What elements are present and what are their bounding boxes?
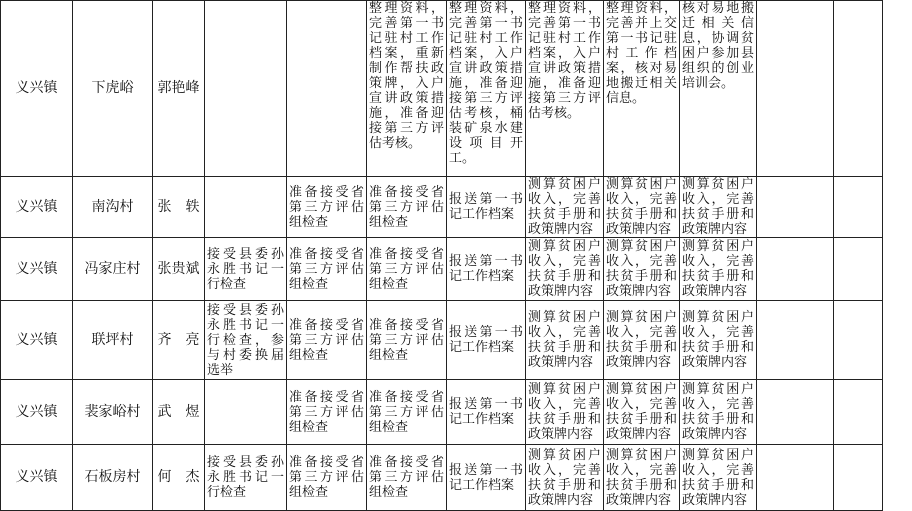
task-cell: [367, 238, 447, 301]
task-text: 测算贫困户收入，完善扶贫手册和政策牌内容: [528, 239, 601, 299]
table-row: [1, 301, 912, 380]
village-cell: 石板房村: [73, 445, 153, 511]
task-text: 准备接受省第三方评估组检查: [369, 318, 444, 363]
table-row: [1, 238, 912, 301]
empty-cell: [834, 301, 883, 380]
task-cell: [287, 238, 367, 301]
task-text: 测算贫困户收入，完善扶贫手册和政策牌内容: [682, 310, 754, 370]
task-cell: [287, 301, 367, 380]
task-cell: [526, 177, 604, 238]
task-text: 整理资料，完善第一书记驻村工作档案，入户宣讲政策措施，准备迎接第三方评估考核。: [528, 1, 601, 121]
task-text: 整理资料，完善并上交第一书记驻村工作档案，核对易地搬迁相关信息。: [606, 1, 677, 106]
town-cell: 义兴镇: [1, 445, 73, 511]
task-text: 整理资料，完善第一书记驻村工作档案，入户宣讲政策措施，准备迎接第三方评估考核，桶装矿泉水建设项目开工。: [449, 1, 523, 166]
task-cell: [447, 1, 526, 177]
task-text: 核对易地搬迁相关信息，协调贫困户参加县组织的创业培训会。: [682, 1, 754, 91]
task-text: 测算贫困户收入，完善扶贫手册和政策牌内容: [528, 310, 601, 370]
table-row: [1, 177, 912, 238]
empty-cell: [834, 177, 883, 238]
village-cell: 联坪村: [73, 301, 153, 380]
task-text: 测算贫困户收入，完善扶贫手册和政策牌内容: [606, 239, 677, 299]
task-cell: [367, 1, 447, 177]
task-cell: [680, 177, 757, 238]
task-text: 报送第一书记工作档案: [449, 463, 523, 493]
task-cell: [367, 445, 447, 511]
task-cell: [287, 177, 367, 238]
empty-cell: [205, 1, 287, 177]
task-cell: [205, 445, 287, 511]
secretary-name-cell: 武 煜: [153, 380, 205, 445]
empty-cell: [834, 238, 883, 301]
task-text: 准备接受省第三方评估组检查: [289, 318, 364, 363]
task-cell: [680, 445, 757, 511]
empty-cell: [287, 1, 367, 177]
task-text: 测算贫困户收入，完善扶贫手册和政策牌内容: [682, 177, 754, 237]
task-cell: [447, 445, 526, 511]
task-text: 测算贫困户收入，完善扶贫手册和政策牌内容: [606, 177, 677, 237]
task-text: 报送第一书记工作档案: [449, 397, 523, 427]
task-text: 准备接受省第三方评估组检查: [289, 390, 364, 435]
task-cell: [680, 301, 757, 380]
task-cell: [680, 238, 757, 301]
task-cell: [367, 177, 447, 238]
task-cell: [447, 177, 526, 238]
task-cell: [680, 1, 757, 177]
town-cell: 义兴镇: [1, 1, 73, 177]
task-text: 测算贫困户收入，完善扶贫手册和政策牌内容: [682, 239, 754, 299]
task-text: 接受县委孙永胜书记一行检查: [207, 455, 284, 500]
task-text: 准备接受省第三方评估组检查: [289, 247, 364, 292]
village-cell: 南沟村: [73, 177, 153, 238]
secretary-name-cell: 张贵斌: [153, 238, 205, 301]
task-cell: [526, 380, 604, 445]
task-text: 报送第一书记工作档案: [449, 192, 523, 222]
task-text: 测算贫困户收入，完善扶贫手册和政策牌内容: [606, 310, 677, 370]
task-text: 测算贫困户收入，完善扶贫手册和政策牌内容: [682, 382, 754, 442]
task-cell: [447, 380, 526, 445]
task-text: 准备接受省第三方评估组检查: [289, 455, 364, 500]
secretary-name-cell: 张 轶: [153, 177, 205, 238]
task-cell: [367, 380, 447, 445]
task-cell: [287, 445, 367, 511]
task-text: 准备接受省第三方评估组检查: [369, 390, 444, 435]
task-cell: [526, 1, 604, 177]
task-text: 准备接受省第三方评估组检查: [289, 185, 364, 230]
task-text: 接受县委孙永胜书记一行检查: [207, 247, 284, 292]
task-text: 测算贫困户收入，完善扶贫手册和政策牌内容: [606, 382, 677, 442]
task-text: 报送第一书记工作档案: [449, 254, 523, 284]
task-cell: [447, 301, 526, 380]
task-cell: [604, 177, 680, 238]
empty-cell: [757, 177, 834, 238]
table-row: [1, 380, 912, 445]
task-cell: [367, 301, 447, 380]
task-text: 准备接受省第三方评估组检查: [369, 247, 444, 292]
empty-cell: [757, 1, 834, 177]
empty-cell: [834, 1, 883, 177]
town-cell: 义兴镇: [1, 238, 73, 301]
task-text: 准备接受省第三方评估组检查: [369, 185, 444, 230]
empty-cell: [757, 380, 834, 445]
task-cell: [604, 1, 680, 177]
task-text: 测算贫困户收入，完善扶贫手册和政策牌内容: [528, 448, 601, 508]
town-cell: 义兴镇: [1, 380, 73, 445]
secretary-name-cell: 何 杰: [153, 445, 205, 511]
task-cell: [447, 238, 526, 301]
task-cell: [604, 238, 680, 301]
task-cell: [604, 380, 680, 445]
empty-cell: [757, 445, 834, 511]
task-text: 测算贫困户收入，完善扶贫手册和政策牌内容: [682, 448, 754, 508]
task-cell: [526, 238, 604, 301]
task-cell: [526, 301, 604, 380]
village-cell: 冯家庄村: [73, 238, 153, 301]
task-text: 测算贫困户收入，完善扶贫手册和政策牌内容: [606, 448, 677, 508]
task-text: 测算贫困户收入，完善扶贫手册和政策牌内容: [528, 382, 601, 442]
village-cell: 下虎峪: [73, 1, 153, 177]
empty-cell: [757, 301, 834, 380]
secretary-name-cell: 齐 亮: [153, 301, 205, 380]
task-text: 测算贫困户收入，完善扶贫手册和政策牌内容: [528, 177, 601, 237]
task-cell: [526, 445, 604, 511]
task-text: 报送第一书记工作档案: [449, 325, 523, 355]
empty-cell: [834, 445, 883, 511]
task-cell: [205, 238, 287, 301]
task-text: 接受县委孙永胜书记一行检查，参与村委换届选举: [207, 303, 284, 378]
task-cell: [287, 380, 367, 445]
task-text: 准备接受省第三方评估组检查: [369, 455, 444, 500]
table-row: [1, 445, 912, 511]
empty-cell: [205, 380, 287, 445]
task-cell: [604, 445, 680, 511]
empty-cell: [205, 177, 287, 238]
town-cell: 义兴镇: [1, 301, 73, 380]
empty-cell: [834, 380, 883, 445]
task-cell: [205, 301, 287, 380]
empty-cell: [757, 238, 834, 301]
table-row: [1, 1, 912, 177]
secretary-name-cell: 郭艳峰: [153, 1, 205, 177]
task-cell: [680, 380, 757, 445]
task-text: 整理资料，完善第一书记驻村工作档案，重新制作帮扶政策牌，入户宣讲政策措施，准备迎接第三方评估考核。: [369, 1, 444, 151]
task-cell: [604, 301, 680, 380]
town-cell: 义兴镇: [1, 177, 73, 238]
village-cell: 裴家峪村: [73, 380, 153, 445]
